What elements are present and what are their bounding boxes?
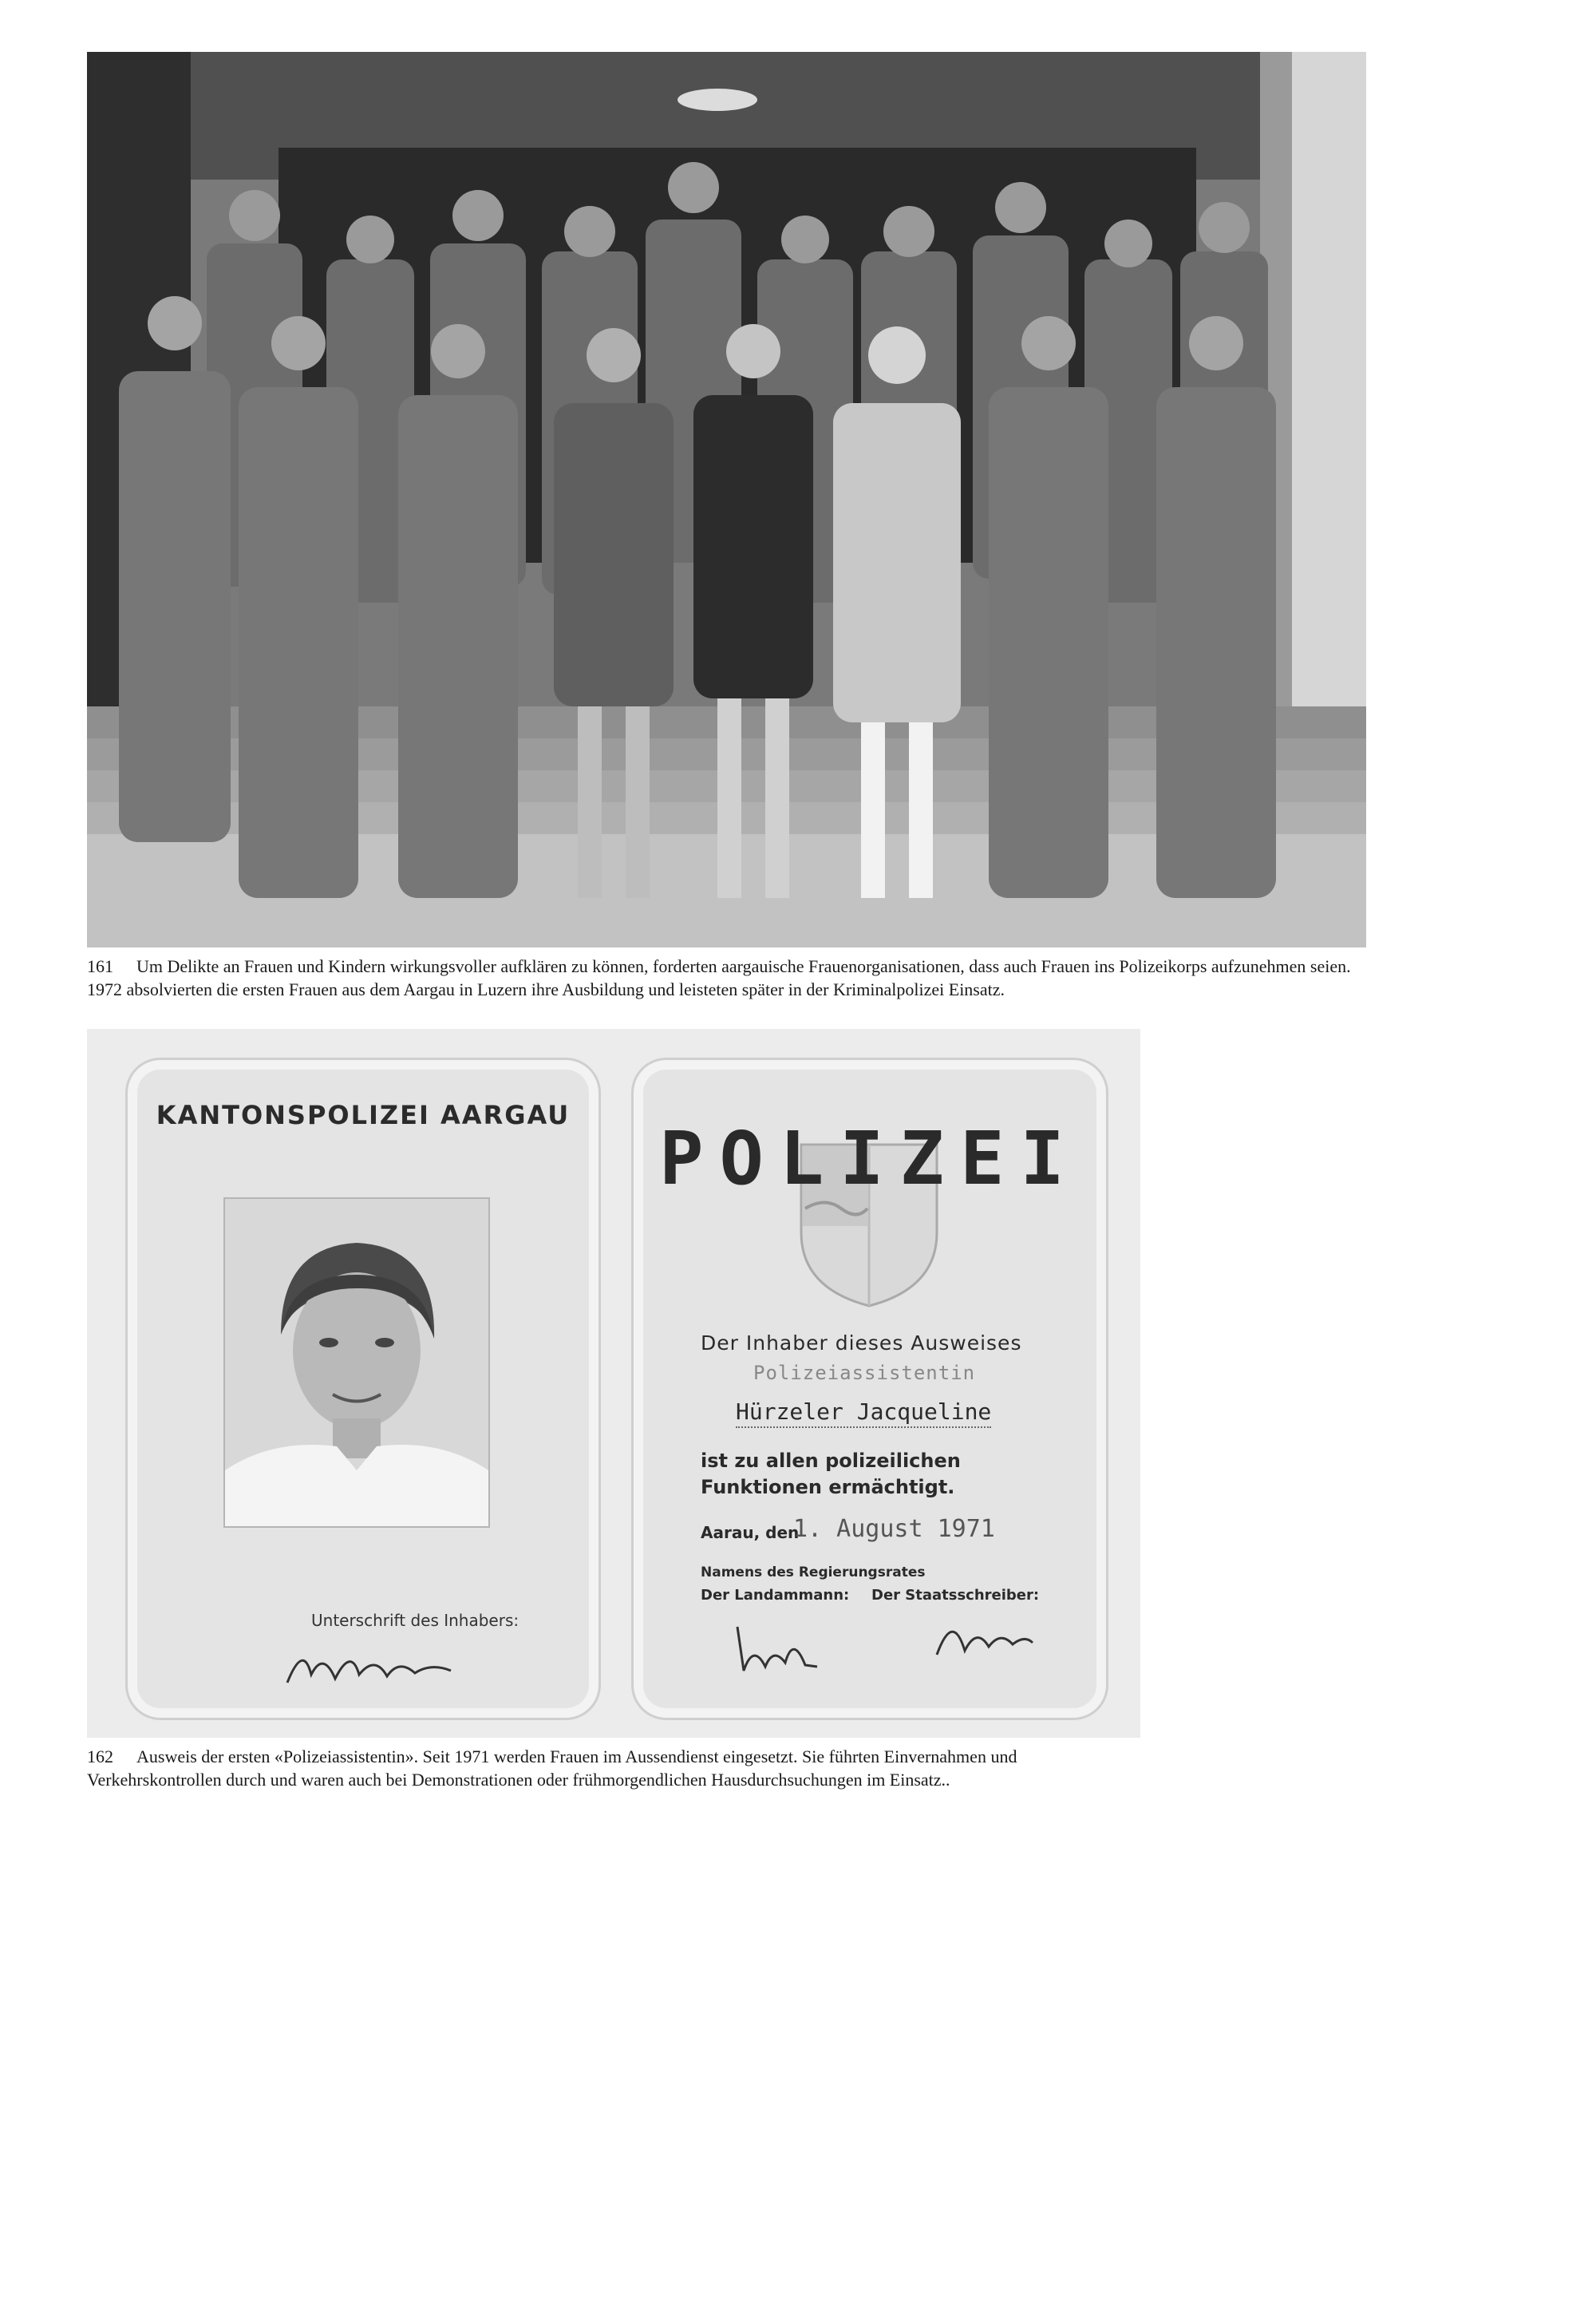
staatsschreiber-signature <box>921 1611 1041 1675</box>
figure-161-number: 161 <box>87 956 113 976</box>
portrait-drawing <box>225 1199 488 1526</box>
holder-signature <box>279 1635 471 1699</box>
place-label: Aarau, den <box>701 1523 800 1542</box>
on-behalf-line: Namens des Regierungsrates <box>701 1564 926 1580</box>
figure-162-caption <box>87 1745 1148 1791</box>
landammann-signature <box>729 1619 841 1683</box>
figure-162-number: 162 <box>87 1746 113 1766</box>
group-photo <box>87 52 1366 947</box>
id-card-back <box>631 1058 1108 1720</box>
authorization-text: ist zu allen polizeilichen Funktionen ermächtigt. <box>701 1450 961 1498</box>
signature-label: Unterschrift des Inhabers: <box>311 1611 519 1630</box>
portrait-photo <box>223 1197 490 1528</box>
figure-162-caption-text: Ausweis der ersten «Polizeiassistentin». Seit 1971 werden Frauen im Aussendienst eingesetzt. Sie führten Einvernahmen und Verkehrskontrollen durch und waren auch bei Demonstrationen oder frühmorgendlichen Hausdurchsuchungen im Einsatz.. <box>87 1746 1017 1790</box>
id-card-scan <box>87 1029 1140 1738</box>
group-photo-drawing <box>87 52 1366 947</box>
holder-line: Der Inhaber dieses Ausweises <box>701 1331 1022 1355</box>
signer2-label: Der Staatsschreiber: <box>871 1587 1040 1604</box>
issue-date: 1. August 1971 <box>793 1515 995 1543</box>
id-card-front <box>125 1058 601 1720</box>
signer1-label: Der Landammann: <box>701 1587 850 1604</box>
holder-name: Hürzeler Jacqueline <box>736 1398 991 1428</box>
figure-161-caption <box>87 955 1372 1001</box>
polizei-title: POLIZEI <box>659 1116 1080 1201</box>
figure-161-caption-text: Um Delikte an Frauen und Kindern wirkungsvoller aufklären zu können, forderten aargauische Frauenorganisationen, dass auch Frauen ins Polizeikorps aufzunehmen seien. 1972 absolvierten die ersten Frauen aus dem Aargau in Luzern ihre Ausbildung und leisteten später in der Kriminalpolizei Einsatz. <box>87 956 1351 999</box>
card-header: KANTONSPOLIZEI AARGAU <box>156 1100 571 1130</box>
role-line: Polizeiassistentin <box>753 1362 976 1384</box>
